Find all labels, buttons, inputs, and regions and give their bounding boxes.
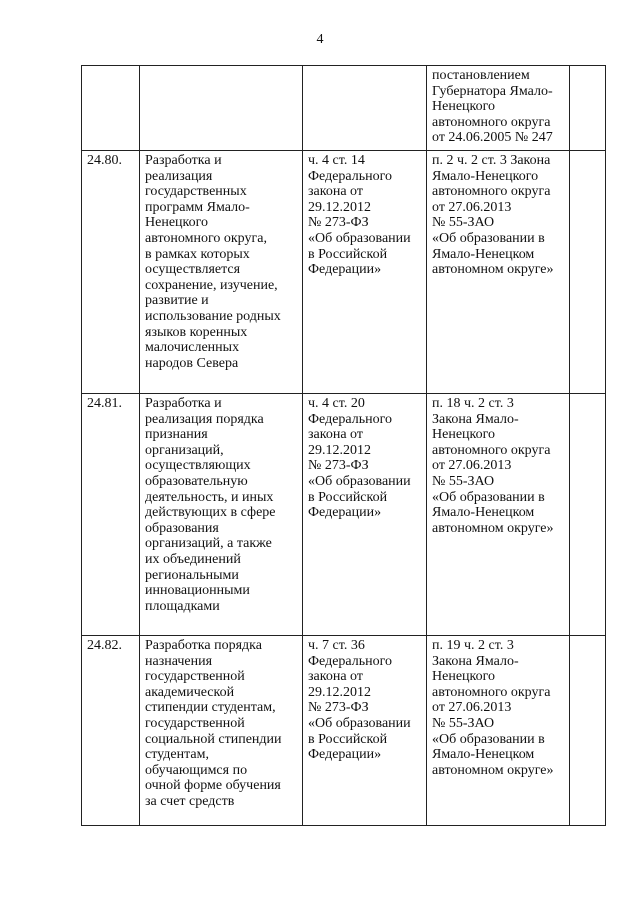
row-number-cell: 24.81.	[82, 394, 140, 636]
extra-cell	[570, 394, 606, 636]
regional-basis-cell: постановлением Губернатора Ямало- Ненецкого автономного округа от 24.06.2005 № 247	[427, 66, 570, 151]
page-number: 4	[316, 32, 324, 47]
federal-basis-cell: ч. 4 ст. 20 Федерального закона от 29.12.2012 № 273-ФЗ «Об образовании в Российской Федерации»	[303, 394, 427, 636]
table-row	[82, 394, 606, 636]
power-description-cell: Разработка и реализация порядка признания организаций, осуществляющих образовательную деятельность, и иных действующих в сфере образования организаций, а также их объединений региональными инновационными площадками	[140, 394, 303, 636]
row-number-cell	[82, 66, 140, 151]
power-description-cell: Разработка порядка назначения государственной академической стипендии студентам, государственной социальной стипендии студентам, обучающимся по очной форме обучения за счет средств	[140, 636, 303, 826]
row-number-cell: 24.82.	[82, 636, 140, 826]
table-row	[82, 66, 606, 151]
extra-cell	[570, 151, 606, 394]
table-row	[82, 636, 606, 826]
power-description-cell	[140, 66, 303, 151]
regional-basis-cell: п. 2 ч. 2 ст. 3 Закона Ямало-Ненецкого автономного округа от 27.06.2013 № 55-ЗАО «Об образовании в Ямало-Ненецком автономном округе»	[427, 151, 570, 394]
extra-cell	[570, 636, 606, 826]
regional-basis-cell: п. 19 ч. 2 ст. 3 Закона Ямало- Ненецкого автономного округа от 27.06.2013 № 55-ЗАО «Об образовании в Ямало-Ненецком автономном округе»	[427, 636, 570, 826]
federal-basis-cell: ч. 7 ст. 36 Федерального закона от 29.12.2012 № 273-ФЗ «Об образовании в Российской Федерации»	[303, 636, 427, 826]
extra-cell	[570, 66, 606, 151]
powers-table	[81, 65, 606, 826]
regional-basis-cell: п. 18 ч. 2 ст. 3 Закона Ямало- Ненецкого автономного округа от 27.06.2013 № 55-ЗАО «Об образовании в Ямало-Ненецком автономном округе»	[427, 394, 570, 636]
table-row	[82, 151, 606, 394]
row-number-cell: 24.80.	[82, 151, 140, 394]
federal-basis-cell: ч. 4 ст. 14 Федерального закона от 29.12.2012 № 273-ФЗ «Об образовании в Российской Федерации»	[303, 151, 427, 394]
power-description-cell: Разработка и реализация государственных программ Ямало- Ненецкого автономного округа, в рамках которых осуществляется сохранение, изучение, развитие и использование родных языков коренных малочисленных народов Севера	[140, 151, 303, 394]
federal-basis-cell	[303, 66, 427, 151]
